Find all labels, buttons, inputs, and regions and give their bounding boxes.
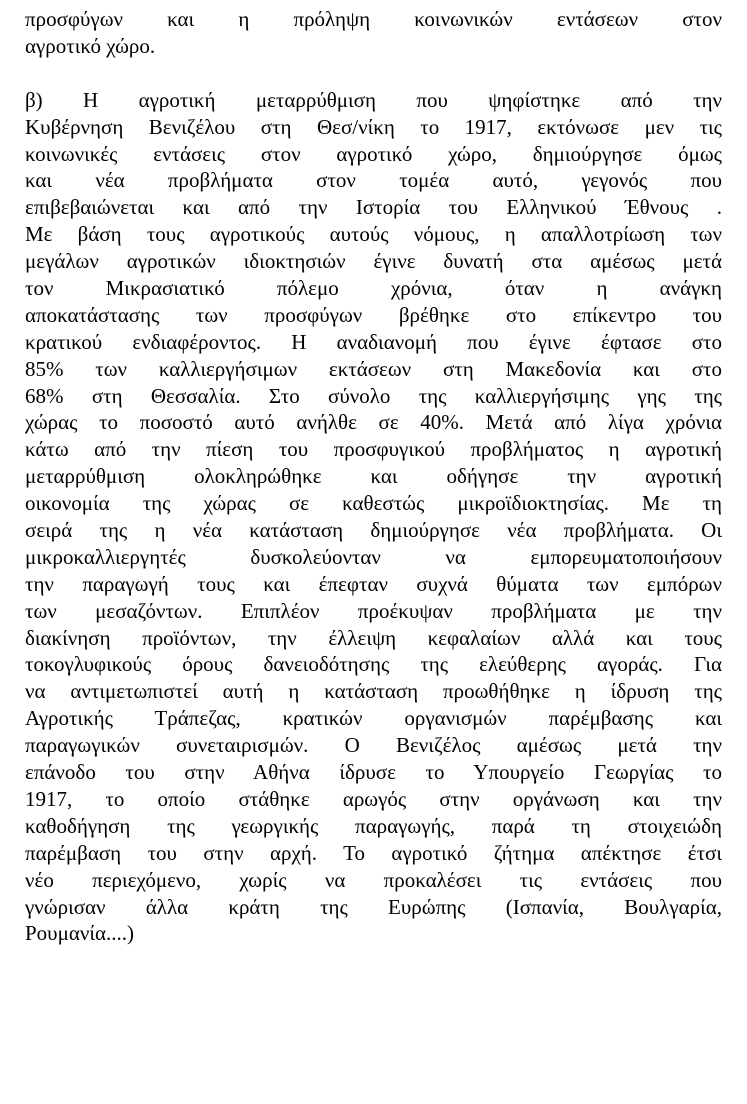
text-line: παραγωγικών συνεταιρισμών. Ο Βενιζέλος αμέσως μετά την — [25, 733, 722, 758]
text-line: 1917, το οποίο στάθηκε αρωγός στην οργάνωση και την — [25, 786, 722, 811]
text-line: οικονομία της χώρας σε καθεστώς μικροϊδιοκτησίας. Με τη — [25, 491, 722, 516]
text-line: παρέμβαση του στην αρχή. Το αγροτικό ζήτημα απέκτησε έτσι — [25, 840, 722, 865]
text-line: αγροτικό χώρο. — [25, 33, 156, 58]
text-line: 68% στη Θεσσαλία. Στο σύνολο της καλλιεργήσιμης γης της — [25, 383, 722, 408]
text-line: Με βάση τους αγροτικούς αυτούς νόμους, η απαλλοτρίωση των — [25, 222, 722, 247]
text-line: μεγάλων αγροτικών ιδιοκτησιών έγινε δυνατή στα αμέσως μετά — [25, 249, 722, 274]
paragraph-spacer — [25, 60, 722, 87]
text-line: 85% των καλλιεργήσιμων εκτάσεων στη Μακεδονία και στο — [25, 356, 722, 381]
text-line: διακίνηση προϊόντων, την έλλειψη κεφαλαίων αλλά και τους — [25, 625, 722, 650]
text-line: κρατικού ενδιαφέροντος. Η αναδιανομή που έγινε έφτασε στο — [25, 329, 722, 354]
text-line: και νέα προβλήματα στον τομέα αυτό, γεγονός που — [25, 168, 722, 193]
text-line: των μεσαζόντων. Επιπλέον προέκυψαν προβλήματα με την — [25, 598, 722, 623]
paragraph-refugees-continuation — [25, 6, 722, 60]
text-line: Κυβέρνηση Βενιζέλου στη Θεσ/νίκη το 1917, εκτόνωσε μεν τις — [25, 114, 722, 139]
text-line: β) Η αγροτική μεταρρύθμιση που ψηφίστηκε από την — [25, 87, 722, 112]
text-line: τοκογλυφικούς όρους δανειοδότησης της ελεύθερης αγοράς. Για — [25, 652, 722, 677]
text-line: να αντιμετωπιστεί αυτή η κατάσταση προωθήθηκε η ίδρυση της — [25, 679, 722, 704]
text-line: τον Μικρασιατικό πόλεμο χρόνια, όταν η ανάγκη — [25, 276, 722, 301]
document-page — [25, 6, 722, 947]
text-line: επάνοδο του στην Αθήνα ίδρυσε το Υπουργείο Γεωργίας το — [25, 760, 722, 785]
text-line: κάτω από την πίεση του προσφυγικού προβλήματος η αγροτική — [25, 437, 722, 462]
text-line: κοινωνικές εντάσεις στον αγροτικό χώρο, δημιούργησε όμως — [25, 141, 722, 166]
text-line: σειρά της η νέα κατάσταση δημιούργησε νέα προβλήματα. Οι — [25, 518, 722, 543]
text-line: Ρουμανία....) — [25, 921, 134, 946]
text-line: την παραγωγή τους και έπεφταν συχνά θύματα των εμπόρων — [25, 571, 722, 596]
text-line: επιβεβαιώνεται και από την Ιστορία του Ελληνικού Έθνους . — [25, 195, 722, 220]
text-line: μικροκαλλιεργητές δυσκολεύονταν να εμπορευματοποιήσουν — [25, 544, 722, 569]
text-line: καθοδήγηση της γεωργικής παραγωγής, παρά τη στοιχειώδη — [25, 813, 722, 838]
text-line: αποκατάστασης των προσφύγων βρέθηκε στο επίκεντρο του — [25, 302, 722, 327]
text-line: Αγροτικής Τράπεζας, κρατικών οργανισμών παρέμβασης και — [25, 706, 722, 731]
paragraph-agrarian-reform — [25, 87, 722, 948]
text-line: γνώρισαν άλλα κράτη της Ευρώπης (Ισπανία, Βουλγαρία, — [25, 894, 722, 919]
text-line: προσφύγων και η πρόληψη κοινωνικών εντάσεων στον — [25, 7, 722, 31]
text-line: χώρας το ποσοστό αυτό ανήλθε σε 40%. Μετά από λίγα χρόνια — [25, 410, 722, 435]
text-line: νέο περιεχόμενο, χωρίς να προκαλέσει τις εντάσεις που — [25, 867, 722, 892]
text-line: μεταρρύθμιση ολοκληρώθηκε και οδήγησε την αγροτική — [25, 464, 722, 489]
